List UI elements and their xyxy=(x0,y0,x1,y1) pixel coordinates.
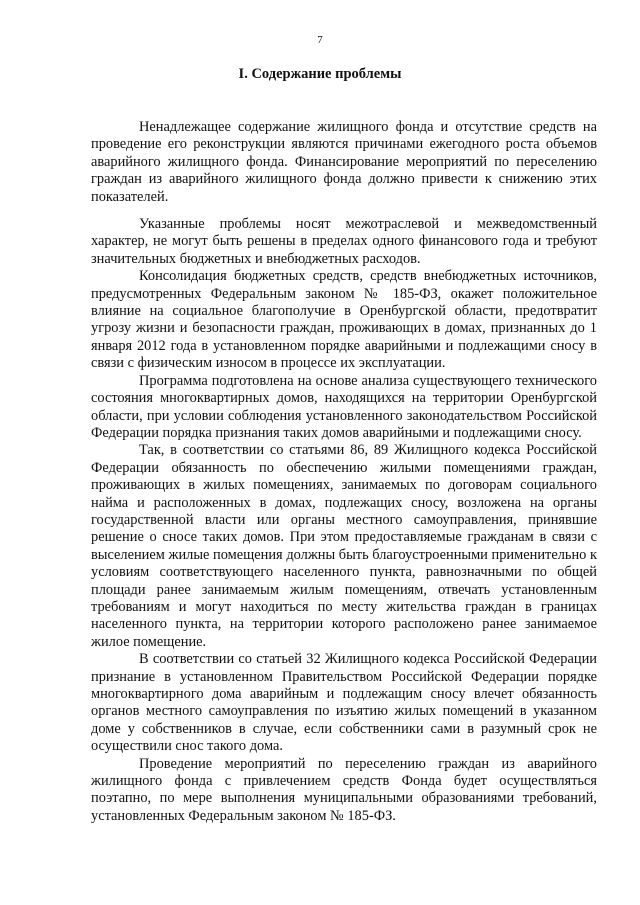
paragraph-5: Так, в соответствии со статьями 86, 89 Жилищного кодекса Российской Федерации обязанность по обеспечению жилыми помещениями граждан, проживающих в жилых помещениях, занимаемых по договорам социального найма и расположенных в домах, подлежащих сносу, возложена на органы государственной власти или органы местного самоуправления, принявшие решение о сносе таких домов. При этом предоставляемые гражданам в связи с выселением жилые помещения должны быть благоустроенными применительно к условиям соответствующего населенного пункта, равнозначными по общей площади ранее занимаемым жилым помещениям, отвечать установленным требованиям и могут находиться по месту жительства граждан в границах населенного пункта, на территории которого расположено ранее занимаемое жилое помещение. xyxy=(91,442,597,650)
paragraph-7: Проведение мероприятий по переселению граждан из аварийного жилищного фонда с привлечением средств Фонда будет осуществляться поэтапно, по мере выполнения муниципальными образованиями требований, установленных Федеральным законом № 185-ФЗ. xyxy=(91,755,597,824)
paragraph-2: Указанные проблемы носят межотраслевой и межведомственный характер, не могут быть решены в пределах одного финансового года и требуют значительных бюджетных и внебюджетных расходов. xyxy=(91,216,597,267)
section-heading: I. Содержание проблемы xyxy=(238,66,402,82)
paragraph-1: Ненадлежащее содержание жилищного фонда и отсутствие средств на проведение его реконструкции являются причинами ежегодного роста объемов аварийного жилищного фонда. Финансирование мероприятий по переселению граждан из аварийного жилищного фонда должно привести к снижению этих показателей. xyxy=(91,119,597,205)
page-number: 7 xyxy=(317,34,323,46)
document-body xyxy=(91,119,597,825)
paragraph-4: Программа подготовлена на основе анализа существующего технического состояния многоквартирных домов, находящихся на территории Оренбургской области, при условии соблюдения установленного законодательством Российской Федерации порядка признания таких домов аварийными и подлежащими сносу. xyxy=(91,372,597,441)
paragraph-3: Консолидация бюджетных средств, средств внебюджетных источников, предусмотренных Федеральным законом № 185-ФЗ, окажет положительное влияние на социальное благополучие в Оренбургской области, предотвратит угрозу жизни и безопасности граждан, проживающих в домах, признанных до 1 января 2012 года в установленном порядке аварийными и подлежащими сносу в связи с физическим износом в процессе их эксплуатации. xyxy=(91,268,597,372)
paragraph-6: В соответствии со статьей 32 Жилищного кодекса Российской Федерации признание в установленном Правительством Российской Федерации порядке многоквартирного дома аварийным и подлежащим сносу влечет обязанность органов местного самоуправления по изъятию жилых помещений в указанном доме у собственников в случае, если собственники сами в разумный срок не осуществили снос такого дома. xyxy=(91,651,597,755)
